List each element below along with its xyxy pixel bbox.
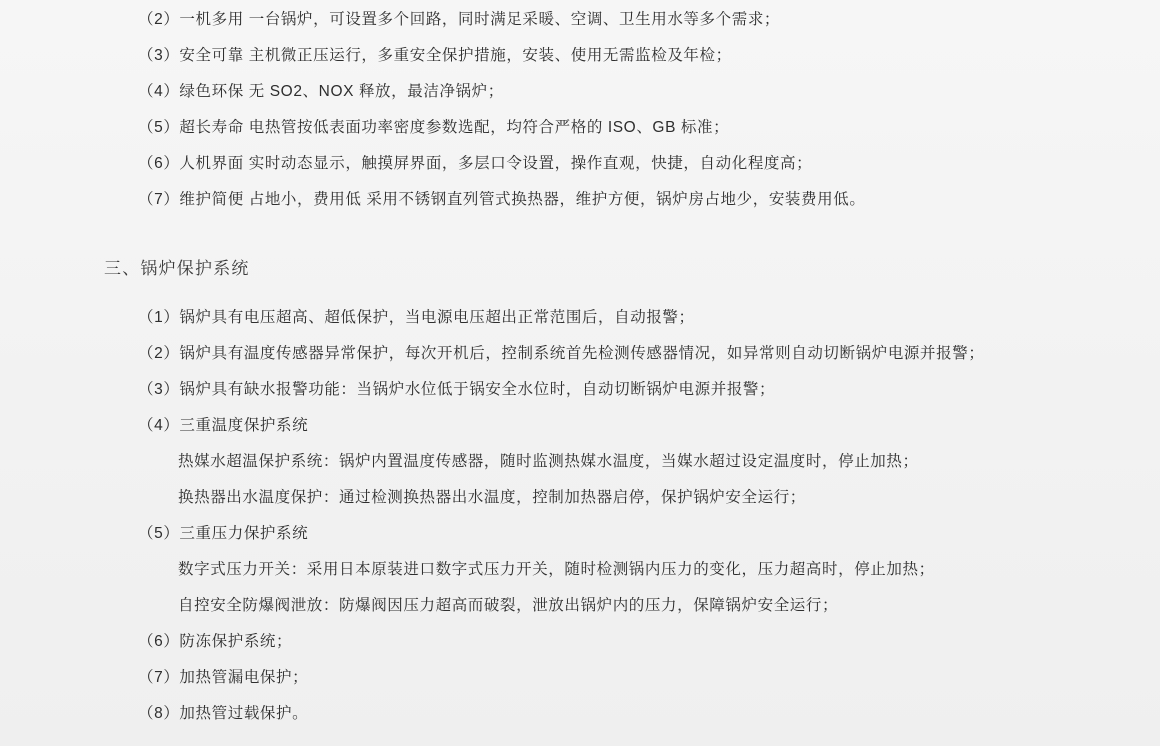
- list-item: （1）锅炉具有电压超高、超低保护，当电源电压超出正常范围后，自动报警；: [138, 309, 695, 326]
- list-item: （5）三重压力保护系统: [138, 525, 309, 542]
- section-spacer: [100, 218, 1120, 252]
- sub-list-item: 热媒水超温保护系统：锅炉内置温度传感器，随时监测热媒水温度，当媒水超过设定温度时，停止加热；: [178, 453, 919, 470]
- sub-list-item: 换热器出水温度保护：通过检测换热器出水温度，控制加热器启停，保护锅炉安全运行；: [178, 489, 806, 506]
- section-heading: 三、锅炉保护系统: [104, 259, 250, 278]
- list-item: （5）超长寿命 电热管按低表面功率密度参数选配，均符合严格的 ISO、GB 标准；: [138, 119, 730, 136]
- list-item: （3）安全可靠 主机微正压运行，多重安全保护措施，安装、使用无需监检及年检；: [138, 47, 732, 64]
- list-item: （2）锅炉具有温度传感器异常保护，每次开机后，控制系统首先检测传感器情况，如异常则自动切断锅炉电源并报警；: [138, 345, 985, 362]
- list-item: （6）人机界面 实时动态显示，触摸屏界面，多层口令设置，操作直观，快捷，自动化程度高；: [138, 155, 813, 172]
- sub-list-item: 数字式压力开关：采用日本原装进口数字式压力开关，随时检测锅内压力的变化，压力超高时，停止加热；: [178, 561, 935, 578]
- list-item: （4）三重温度保护系统: [138, 417, 309, 434]
- document-content: [0, 2, 1160, 732]
- heading-spacer: [100, 286, 1120, 300]
- list-item: （3）锅炉具有缺水报警功能：当锅炉水位低于锅安全水位时，自动切断锅炉电源并报警；: [138, 381, 776, 398]
- list-item: （7）维护简便 占地小，费用低 采用不锈钢直列管式换热器，维护方便，锅炉房占地少，安装费用低。: [138, 191, 866, 208]
- list-item: （8）加热管过载保护。: [138, 705, 309, 722]
- list-item: （4）绿色环保 无 SO2、NOX 释放，最洁净锅炉；: [138, 83, 504, 100]
- list-item: （2）一机多用 一台锅炉，可设置多个回路，同时满足采暖、空调、卫生用水等多个需求；: [138, 11, 781, 28]
- list-item: （6）防冻保护系统；: [138, 633, 293, 650]
- list-item: （7）加热管漏电保护；: [138, 669, 309, 686]
- sub-list-item: 自控安全防爆阀泄放：防爆阀因压力超高而破裂，泄放出锅炉内的压力，保障锅炉安全运行；: [178, 597, 839, 614]
